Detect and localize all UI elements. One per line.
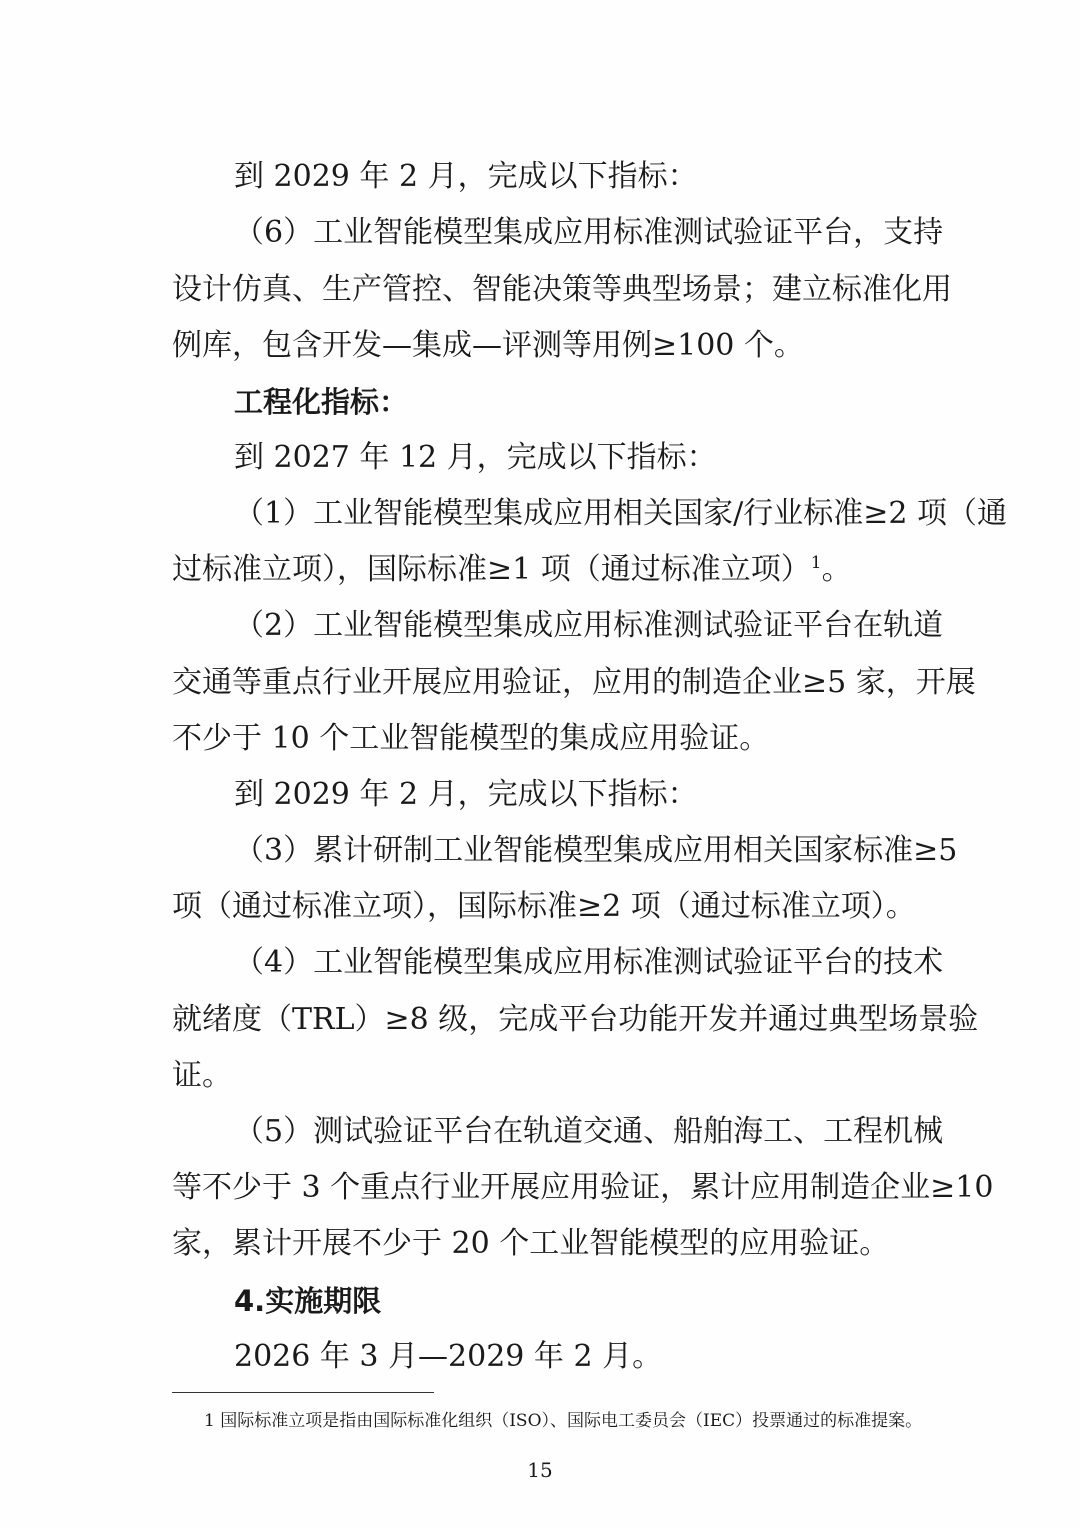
body-line-tail: 。: [821, 552, 852, 587]
footnote: 1 国际标准立项是指由国际标准化组织（ISO）、国际电工委员会（IEC）投票通过的标准提案。: [204, 1411, 923, 1431]
body-line-text: 交通等重点行业开展应用验证，应用的制造企业≥5 家，开展: [172, 665, 976, 700]
body-line-text: 到 2029 年 2 月，完成以下指标：: [234, 159, 698, 194]
body-line-text: 2026 年 3 月—2029 年 2 月。: [234, 1339, 663, 1374]
body-line: [172, 719, 930, 759]
body-line-text: 过标准立项），国际标准≥1 项（通过标准立项）: [172, 552, 811, 587]
body-line: [234, 1337, 930, 1377]
body-line: [172, 550, 930, 590]
body-line-text: 设计仿真、生产管控、智能决策等典型场景；建立标准化用: [172, 272, 952, 307]
body-line-text: （6）工业智能模型集成应用标准测试验证平台，支持: [234, 215, 944, 250]
body-line: [172, 1056, 930, 1096]
body-line-text: （3）累计研制工业智能模型集成应用相关国家标准≥5: [234, 833, 958, 868]
body-line-text: 就绪度（TRL）≥8 级，完成平台功能开发并通过典型场景验: [172, 1002, 979, 1037]
body-line: [234, 606, 944, 646]
body-line-text: 到 2029 年 2 月，完成以下指标：: [234, 777, 698, 812]
body-line: [172, 270, 952, 310]
body-line-text: 4.实施期限: [234, 1284, 382, 1318]
body-line-text: 等不少于 3 个重点行业开展应用验证，累计应用制造企业≥10: [172, 1170, 994, 1205]
body-line-text: （2）工业智能模型集成应用标准测试验证平台在轨道: [234, 608, 944, 643]
body-line-text: 证。: [172, 1058, 232, 1093]
body-line-text: 例库，包含开发—集成—评测等用例≥100 个。: [172, 328, 804, 363]
body-line-text: 工程化指标：: [234, 385, 409, 419]
body-line: [234, 157, 930, 197]
body-line-text: （4）工业智能模型集成应用标准测试验证平台的技术: [234, 945, 944, 980]
body-line-text: （5）测试验证平台在轨道交通、船舶海工、工程机械: [234, 1114, 944, 1149]
body-line: [234, 775, 930, 815]
body-line: [172, 1000, 979, 1040]
body-line: [172, 1224, 930, 1264]
body-line-text: 不少于 10 个工业智能模型的集成应用验证。: [172, 721, 770, 756]
body-line: [172, 663, 976, 703]
footnote-reference: 1: [810, 553, 822, 573]
body-line: [172, 1168, 994, 1208]
body-line: [234, 494, 1007, 534]
section-heading: [234, 1281, 930, 1321]
body-line: [234, 943, 944, 983]
body-line: [234, 213, 944, 253]
footnote-divider: [172, 1392, 434, 1393]
body-line: [234, 438, 930, 478]
body-line: [234, 831, 958, 871]
body-line-text: 到 2027 年 12 月，完成以下指标：: [234, 440, 717, 475]
body-line-text: 家，累计开展不少于 20 个工业智能模型的应用验证。: [172, 1226, 890, 1261]
body-line: [234, 1112, 944, 1152]
body-line-text: （1）工业智能模型集成应用相关国家/行业标准≥2 项（通: [234, 496, 1007, 531]
body-line: [172, 326, 930, 366]
body-line: [172, 887, 930, 927]
page-number: 15: [527, 1458, 553, 1482]
body-line-text: 项（通过标准立项），国际标准≥2 项（通过标准立项）。: [172, 889, 916, 924]
section-heading: [234, 382, 930, 422]
